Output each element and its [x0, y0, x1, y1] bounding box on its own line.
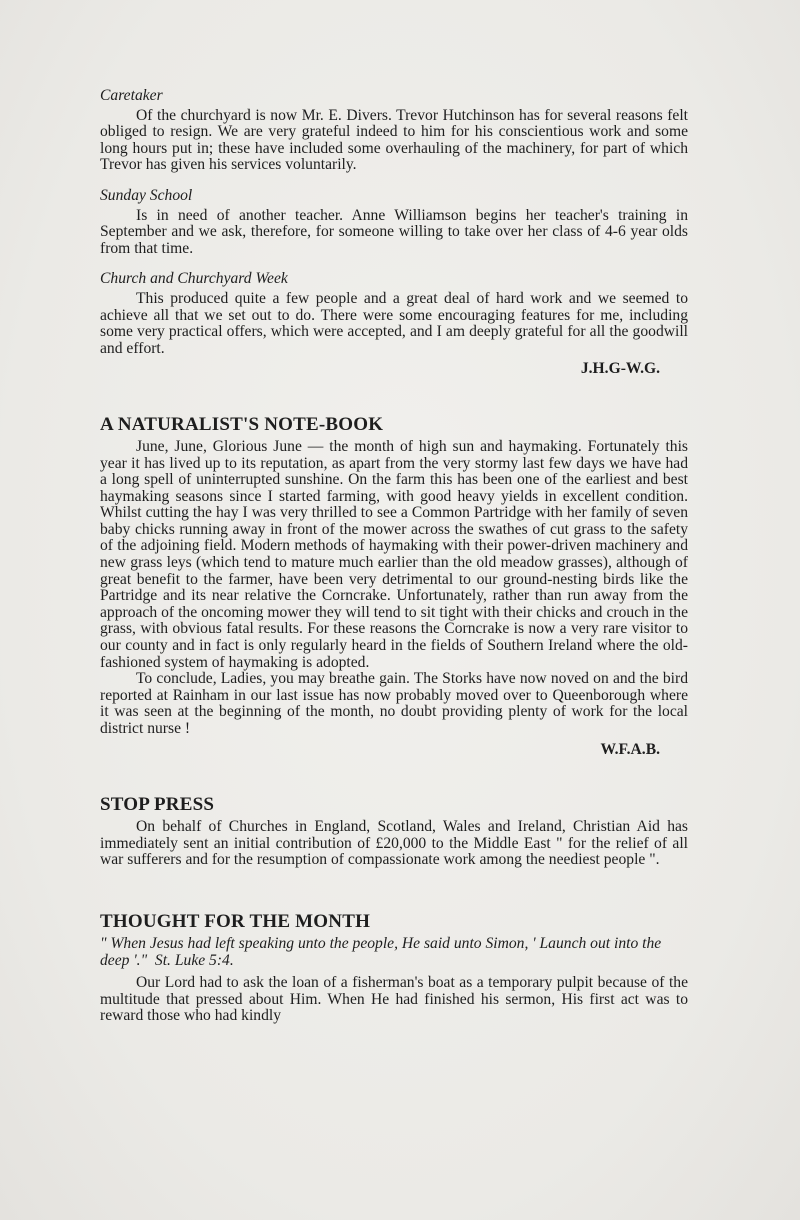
page-content	[100, 88, 688, 1039]
naturalist-paragraph-1: June, June, Glorious June — the month of high sun and haymaking. Fortunately this year it has lived up to its reputation, as apart from the very stormy last few days we have had a long spell of uninterrupted sunshine. On the farm this has been one of the earliest and best haymaking seasons since I started farming, with good heavy yields in excellent condition. Whilst cutting the hay I was very thrilled to see a Common Partridge with her family of seven baby chicks running away in front of the mower across the swathes of cut grass to the safety of the adjoining field. Modern methods of haymaking with their power-driven machinery and new grass leys (which tend to mature much earlier than the old meadow grasses), although of great benefit to the farmer, have been very detrimental to our ground-nesting birds like the Partridge and its near relative the Corncrake. Unfortunately, rather than run away from the approach of the oncoming mower they will tend to sit tight with their chicks and crouch in the grass, with obvious fatal results. For these reasons the Corncrake is now a very rare visitor to our county and in fact is only regularly heard in the fields of Southern Ireland where the old-fashioned system of haymaking is adopted.	[100, 437, 688, 671]
stop-press-heading: STOP PRESS	[100, 794, 215, 816]
thought-quote-line	[100, 936, 688, 969]
thought-text: Our Lord had to ask the loan of a fisherman's boat as a temporary pulpit because of the multitude that pressed about Him. When He had finished his sermon, His first act was to reward those who had kindly	[100, 974, 688, 1025]
thought-reference: St. Luke 5:4.	[154, 951, 234, 969]
caretaker-text: Of the churchyard is now Mr. E. Divers. Trevor Hutchinson has for several reasons felt obliged to resign. We are very grateful indeed to him for his conscientious work and some long hours put in; these have included some overhauling of the machinery, for part of which Trevor has given his services voluntarily.	[100, 106, 688, 174]
church-week-text: This produced quite a few people and a great deal of hard work and we seemed to achieve all that we set out to do. There were some encouraging features for me, including some very practical offers, which were accepted, and I am deeply grateful for all the goodwill and effort.	[100, 289, 688, 357]
stop-press-section	[100, 794, 688, 869]
church-week-signature: J.H.G-W.G.	[580, 360, 660, 378]
naturalist-signature: W.F.A.B.	[600, 740, 660, 758]
sunday-school-text: Is in need of another teacher. Anne Williamson begins her teacher's training in September and we ask, therefore, for someone willing to take over her class of 4-6 year olds from that time.	[100, 206, 688, 257]
naturalist-section	[100, 414, 688, 758]
sunday-school-heading: Sunday School	[100, 186, 193, 204]
church-week-heading: Church and Churchyard Week	[100, 270, 288, 288]
thought-heading: THOUGHT FOR THE MONTH	[100, 910, 371, 932]
thought-quote: " When Jesus had left speaking unto the people, He said unto Simon, ' Launch out into the deep '."	[100, 934, 662, 969]
caretaker-section	[100, 88, 688, 174]
thought-section	[100, 911, 688, 1025]
sunday-school-section	[100, 188, 688, 257]
naturalist-heading: A NATURALIST'S NOTE-BOOK	[100, 413, 384, 435]
caretaker-heading: Caretaker	[100, 87, 163, 104]
church-week-section	[100, 271, 688, 378]
stop-press-text: On behalf of Churches in England, Scotland, Wales and Ireland, Christian Aid has immediately sent an initial contribution of £20,000 to the Middle East " for the relief of all war sufferers and for the resumption of compassionate work among the neediest people ".	[100, 818, 688, 869]
naturalist-paragraph-2: To conclude, Ladies, you may breathe gain. The Storks have now noved on and the bird reported at Rainham in our last issue has now probably moved over to Queenborough where it was seen at the beginning of the month, no doubt providing plenty of work for the local district nurse !	[100, 670, 688, 737]
